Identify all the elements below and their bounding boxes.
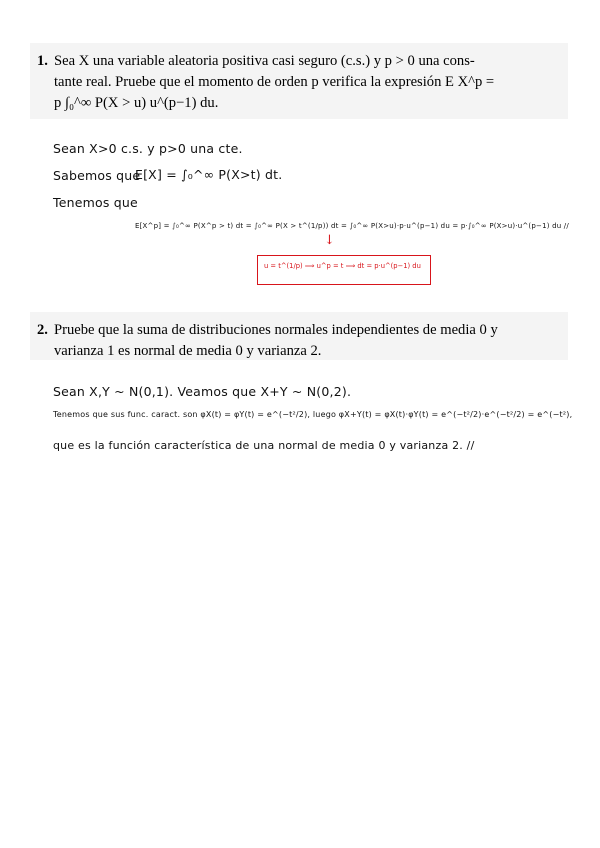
solution-1-derivation: E[X^p] = ∫₀^∞ P(X^p > t) dt = ∫₀^∞ P(X > t^(1/p)) dt = ∫₀^∞ P(X>u)·p·u^(p−1) du = p·∫₀^∞ P(X>u)·u^(p−1) du // [135, 222, 569, 230]
solution-1-line-3: Tenemos que [53, 195, 138, 210]
solution-2-line-2: Tenemos que sus func. caract. son φX(t) = φY(t) = e^(−t²/2), luego φX+Y(t) = φX(t)·φY(t) = e^(−t²/2)·e^(−t²/2) = e^(−t²), [53, 410, 573, 419]
problem-1-statement [54, 51, 542, 114]
problem-1-line-1: Sea X una variable aleatoria positiva casi seguro (c.s.) y p > 0 una cons- [54, 53, 475, 69]
solution-2-line-3: que es la función característica de una normal de media 0 y varianza 2. // [53, 439, 475, 452]
problem-1-line-3: p ∫₀^∞ P(X > u) u^(p−1) du. [54, 95, 219, 111]
problem-1-number: 1. [37, 53, 48, 69]
solution-2-line-1: Sean X,Y ~ N(0,1). Veamos que X+Y ~ N(0,2). [53, 384, 352, 399]
problem-1-line-2: tante real. Pruebe que el momento de orden p verifica la expresión E X^p = [54, 74, 495, 90]
problem-2-line-2: varianza 1 es normal de media 0 y varianza 2. [54, 343, 322, 359]
substitution-box [257, 255, 431, 285]
problem-2-box [30, 312, 568, 360]
solution-1-line-2-label: Sabemos que [53, 168, 141, 183]
problem-2-number: 2. [37, 322, 48, 338]
problem-2-line-1: Pruebe que la suma de distribuciones normales independientes de media 0 y [54, 322, 498, 338]
substitution-text: u = t^(1/p) ⟹ u^p = t ⟹ dt = p·u^(p−1) du [264, 262, 421, 270]
problem-1-box [30, 43, 568, 119]
problem-2-statement [54, 320, 542, 362]
solution-1-line-1: Sean X>0 c.s. y p>0 una cte. [53, 141, 243, 156]
solution-1-line-2-formula: E[X] = ∫₀^∞ P(X>t) dt. [135, 167, 283, 182]
substitution-arrow: ↓ [324, 233, 335, 248]
